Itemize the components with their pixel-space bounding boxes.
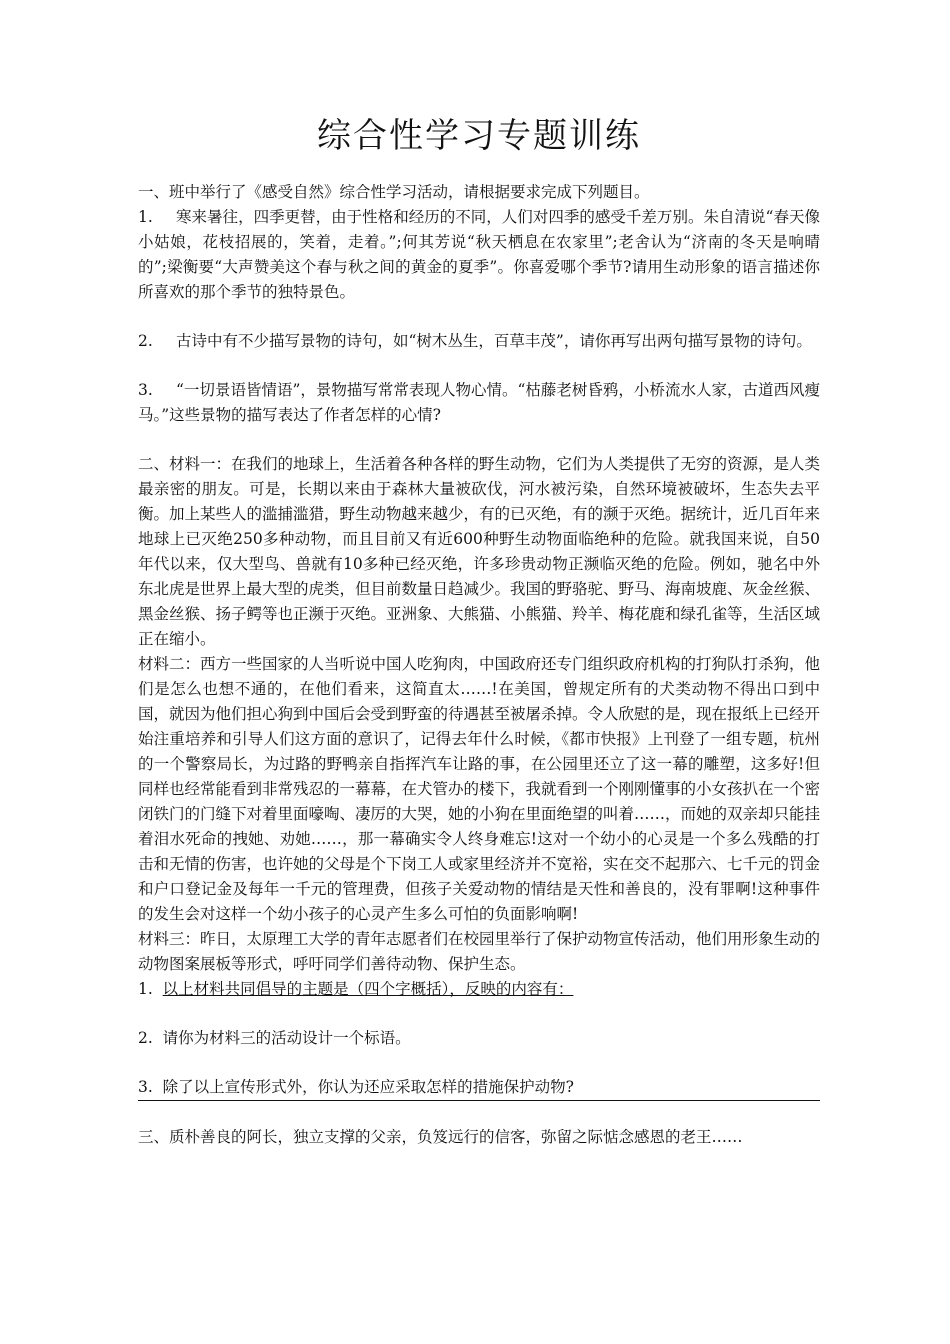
- question-text: 以上材料共同倡导的主题是（四个字概括），反映的内容有：: [162, 980, 574, 998]
- answer-space: [138, 1002, 820, 1026]
- section2-question-2: [138, 1026, 820, 1051]
- material-2: 材料二：西方一些国家的人当听说中国人吃狗肉，中国政府还专门组织政府机构的打狗队打杀狗，他们是怎么也想不通的，在他们看来，这简直太……!在美国，曾规定所有的犬类动物不得出口到中国，就因为他们担心狗到中国后会受到野蛮的待遇甚至被屠杀掉。令人欣慰的是，现在报纸上已经开始注重培养和引导人们这方面的意识了，记得去年什么时候，《都市快报》上刊登了一组专题，杭州的一个警察局长，为过路的野鸭亲自指挥汽车让路的事，在公园里还立了这一幕的雕塑，这多好!但同样也经常能看到非常残忍的一幕幕，在犬管办的楼下，我就看到一个刚刚懂事的小女孩扒在一个密闭铁门的门缝下对着里面嚎啕、凄厉的大哭，她的小狗在里面绝望的叫着……，而她的双亲却只能挂着泪水死命的拽她、劝她……，那一幕确实令人终身难忘!这对一个幼小的心灵是一个多么残酷的打击和无情的伤害，也许她的父母是个下岗工人或家里经济并不宽裕，实在交不起那六、七千元的罚金和户口登记金及每年一千元的管理费，但孩子关爱动物的情结是天性和善良的，没有罪啊!这种事件的发生会对这样一个幼小孩子的心灵产生多么可怕的负面影响啊!: [138, 655, 821, 923]
- section1-question-3: [138, 378, 820, 428]
- document-page: [138, 100, 820, 1150]
- question-text: 请你为材料三的活动设计一个标语。: [162, 1029, 411, 1047]
- question-text: 古诗中有不少描写景物的诗句，如“树木丛生，百草丰茂”，请你再写出两句描写景物的诗句。: [176, 332, 812, 350]
- section2-question-1: [138, 977, 820, 1002]
- answer-space: [138, 428, 820, 452]
- question-number: 2.: [138, 1029, 153, 1047]
- question-text: 寒来暑往，四季更替，由于性格和经历的不同，人们对四季的感受千差万别。朱自清说“春天像小姑娘，花枝招展的，笑着，走着。”;何其芳说“秋天栖息在农家里”;老舍认为“济南的冬天是响晴的”;梁衡要“大声赞美这个春与秋之间的黄金的夏季”。你喜爱哪个季节?请用生动形象的语言描述你所喜欢的那个季节的独特景色。: [138, 208, 820, 301]
- answer-space: [138, 354, 820, 378]
- section1-intro: 一、班中举行了《感受自然》综合性学习活动，请根据要求完成下列题目。: [138, 183, 650, 201]
- section2-question-3: [138, 1075, 820, 1101]
- answer-space: [138, 1051, 820, 1075]
- question-text: “一切景语皆情语”，景物描写常常表现人物心情。“枯藤老树昏鸦，小桥流水人家，古道西风瘦马。”这些景物的描写表达了作者怎样的心情?: [138, 381, 820, 424]
- question-number: 2.: [138, 332, 153, 350]
- section3-intro: 三、质朴善良的阿长，独立支撑的父亲，负笈远行的信客，弥留之际惦念感恩的老王……: [138, 1128, 743, 1146]
- material-3: 材料三：昨日，太原理工大学的青年志愿者们在校园里举行了保护动物宣传活动，他们用形象生动的动物图案展板等形式，呼吁同学们善待动物、保护生态。: [138, 930, 821, 973]
- page-title: 综合性学习专题训练: [317, 116, 641, 156]
- question-number: 1.: [138, 208, 153, 226]
- section1-question-1: [138, 205, 820, 305]
- question-number: 1.: [138, 980, 153, 998]
- question-number: 3.: [138, 381, 153, 399]
- question-number: 3.: [138, 1078, 153, 1096]
- answer-space: [138, 1101, 820, 1125]
- material-1: 二、材料一：在我们的地球上，生活着各种各样的野生动物，它们为人类提供了无穷的资源，是人类最亲密的朋友。可是，长期以来由于森林大量被砍伐，河水被污染，自然环境被破坏，生态失去平衡。加上某些人的滥捕滥猎，野生动物越来越少，有的已灭绝，有的濒于灭绝。据统计，近几百年来地球上已灭绝250多种动物，而且目前又有近600种野生动物面临绝种的危险。就我国来说，自50年代以来，仅大型鸟、兽就有10多种已经灭绝，许多珍贵动物正濒临灭绝的危险。例如，驰名中外东北虎是世界上最大型的虎类，但目前数量日趋减少。我国的野骆驼、野马、海南坡鹿、灰金丝猴、黑金丝猴、扬子鳄等也正濒于灭绝。亚洲象、大熊猫、小熊猫、羚羊、梅花鹿和绿孔雀等，生活区域正在缩小。: [138, 455, 821, 648]
- section1-question-2: [138, 329, 820, 354]
- answer-space: [138, 305, 820, 329]
- question-text: 除了以上宣传形式外，你认为还应采取怎样的措施保护动物?: [162, 1078, 574, 1096]
